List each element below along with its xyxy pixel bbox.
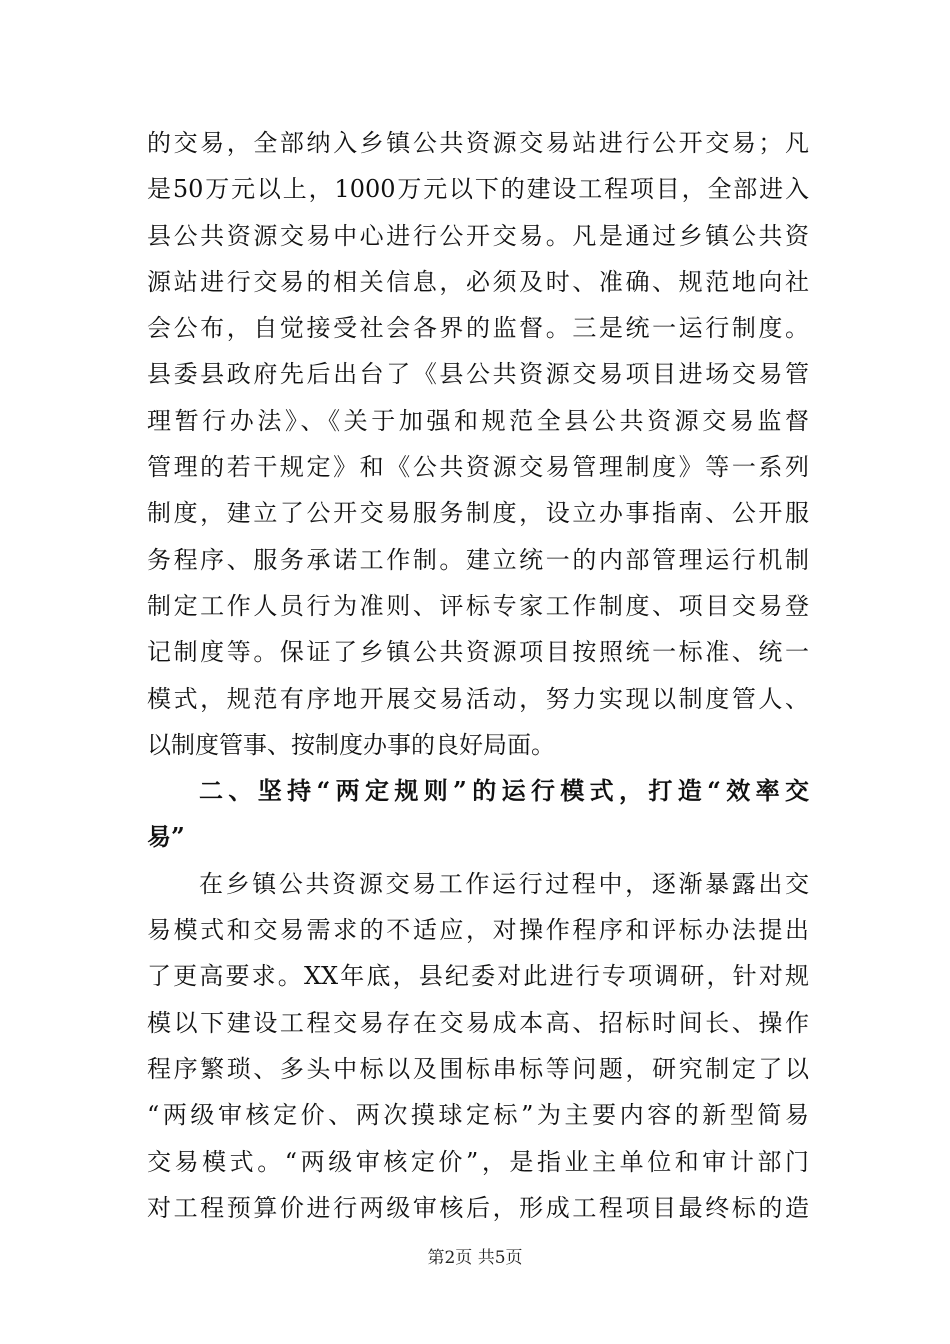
paragraph-line: 务程序、服务承诺工作制。建立统一的内部管理运行机制 bbox=[147, 545, 809, 574]
paragraph-line: 管理的若干规定》和《公共资源交易管理制度》等一系列 bbox=[147, 453, 809, 482]
paragraph-line: 制度，建立了公开交易服务制度，设立办事指南、公开服 bbox=[147, 499, 809, 528]
paragraph-line: 模以下建设工程交易存在交易成本高、招标时间长、操作 bbox=[147, 1008, 809, 1037]
paragraph-line: 是50万元以上，1000万元以下的建设工程项目，全部进入 bbox=[147, 175, 809, 204]
paragraph-line: 记制度等。保证了乡镇公共资源项目按照统一标准、统一 bbox=[147, 638, 809, 667]
paragraph-line: 会公布，自觉接受社会各界的监督。三是统一运行制度。 bbox=[147, 314, 809, 343]
paragraph-line: 制定工作人员行为准则、评标专家工作制度、项目交易登 bbox=[147, 591, 809, 620]
document-body bbox=[147, 120, 809, 1231]
paragraph-line: 在乡镇公共资源交易工作运行过程中，逐渐暴露出交 bbox=[199, 869, 809, 898]
page-number: 第2页 共5页 bbox=[427, 1248, 523, 1268]
paragraph-line: “两级审核定价、两次摸球定标”为主要内容的新型简易 bbox=[147, 1101, 809, 1130]
paragraph-line: 的交易，全部纳入乡镇公共资源交易站进行公开交易；凡 bbox=[147, 129, 809, 157]
paragraph-line: 了更高要求。XX年底，县纪委对此进行专项调研，针对规 bbox=[147, 962, 809, 991]
section-heading: 二、坚持“两定规则”的运行模式，打造“效率交 bbox=[199, 776, 809, 806]
paragraph-line: 对工程预算价进行两级审核后，形成工程项目最终标的造 bbox=[147, 1193, 809, 1222]
paragraph-line: 源站进行交易的相关信息，必须及时、准确、规范地向社 bbox=[147, 267, 809, 296]
paragraph-line: 易模式和交易需求的不适应，对操作程序和评标办法提出 bbox=[147, 916, 809, 945]
paragraph-line: 县委县政府先后出台了《县公共资源交易项目进场交易管 bbox=[147, 360, 809, 389]
paragraph-line: 模式，规范有序地开展交易活动，努力实现以制度管人、 bbox=[147, 684, 809, 713]
paragraph-line: 程序繁琐、多头中标以及围标串标等问题，研究制定了以 bbox=[147, 1054, 809, 1083]
paragraph-line: 县公共资源交易中心进行公开交易。凡是通过乡镇公共资 bbox=[147, 221, 809, 250]
paragraph-line: 交易模式。“两级审核定价”，是指业主单位和审计部门 bbox=[147, 1147, 809, 1176]
paragraph-line: 理暂行办法》、《关于加强和规范全县公共资源交易监督 bbox=[147, 406, 809, 435]
section-heading: 易” bbox=[147, 822, 185, 852]
paragraph-line: 以制度管事、按制度办事的良好局面。 bbox=[147, 730, 555, 759]
